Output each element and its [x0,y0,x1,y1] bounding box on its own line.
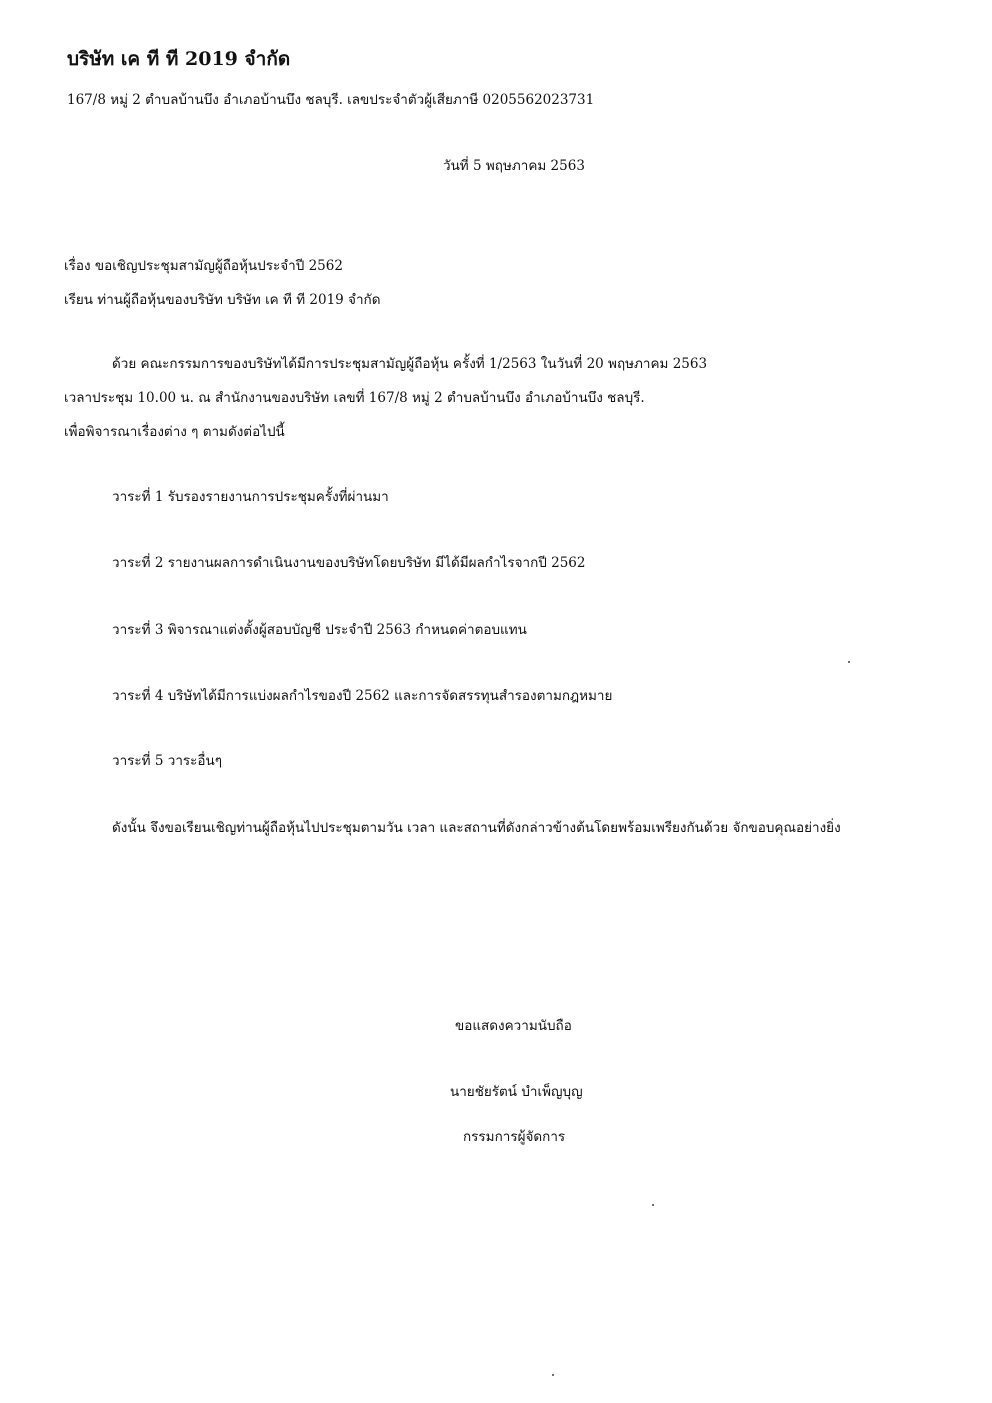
signature-name: นายชัยรัตน์ บำเพ็ญบุญ [450,1084,583,1100]
agenda-item-1: วาระที่ 1 รับรองรายงานการประชุมครั้งที่ผ่านมา [112,489,389,505]
body-line-2: เวลาประชุม 10.00 น. ณ สำนักงานของบริษัท เลขที่ 167/8 หมู่ 2 ตำบลบ้านบึง อำเภอบ้านบึง ชลบุรี. [64,390,645,406]
scan-speck [552,1374,554,1376]
letter-recipient: เรียน ท่านผู้ถือหุ้นของบริษัท บริษัท เค ที ที 2019 จำกัด [64,292,381,308]
signature-position: กรรมการผู้จัดการ [463,1129,566,1145]
scan-speck [848,661,850,663]
agenda-item-5: วาระที่ 5 วาระอื่นๆ [112,753,222,769]
agenda-item-2: วาระที่ 2 รายงานผลการดำเนินงานของบริษัทโดยบริษัท มีได้มีผลกำไรจากปี 2562 [112,555,586,571]
agenda-item-3: วาระที่ 3 พิจารณาแต่งตั้งผู้สอบบัญชี ประจำปี 2563 กำหนดค่าตอบแทน [112,622,527,638]
company-name: บริษัท เค ที ที 2019 จำกัด [67,48,291,70]
closing-paragraph: ดังนั้น จึงขอเรียนเชิญท่านผู้ถือหุ้นไปประชุมตามวัน เวลา และสถานที่ดังกล่าวข้างต้นโดยพร้อมเพรียงกันด้วย จักขอบคุณอย่างยิ่ง [112,820,841,836]
scan-speck [652,1204,654,1206]
letter-date: วันที่ 5 พฤษภาคม 2563 [443,158,585,174]
signature-regards: ขอแสดงความนับถือ [455,1018,572,1034]
company-address: 167/8 หมู่ 2 ตำบลบ้านบึง อำเภอบ้านบึง ชลบุรี. เลขประจำตัวผู้เสียภาษี 0205562023731 [67,92,595,108]
body-line-3: เพื่อพิจารณาเรื่องต่าง ๆ ตามดังต่อไปนี้ [64,424,285,440]
letter-subject: เรื่อง ขอเชิญประชุมสามัญผู้ถือหุ้นประจำปี 2562 [64,258,343,274]
agenda-item-4: วาระที่ 4 บริษัทได้มีการแบ่งผลกำไรของปี 2562 และการจัดสรรทุนสำรองตามกฎหมาย [112,688,613,704]
body-line-1: ด้วย คณะกรรมการของบริษัทได้มีการประชุมสามัญผู้ถือหุ้น ครั้งที่ 1/2563 ในวันที่ 20 พฤษภาคม 2563 [112,356,708,372]
